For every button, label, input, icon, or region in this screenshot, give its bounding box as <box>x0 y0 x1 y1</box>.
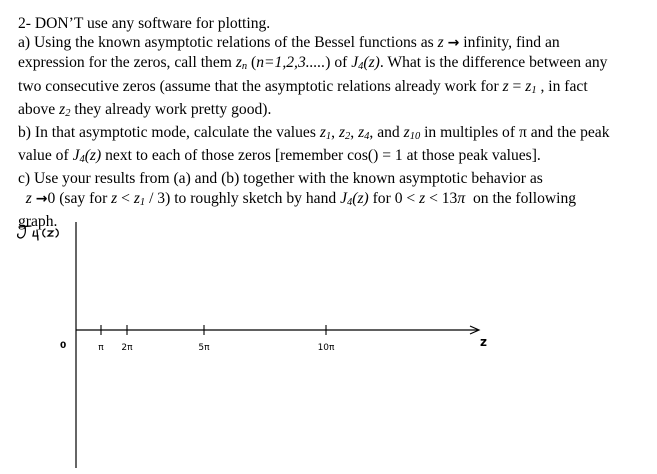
bessel-J: J <box>340 189 347 207</box>
separator: , <box>350 124 359 142</box>
subscript: 10 <box>409 131 421 143</box>
text-segment: infinity, find an <box>459 34 560 52</box>
text-segment: value of <box>18 147 73 165</box>
problem-line-2 <box>18 33 643 53</box>
separator: , <box>331 124 339 142</box>
bessel-J: J <box>351 54 359 72</box>
subscript: 2 <box>65 107 71 119</box>
equals-sign: = <box>508 77 526 95</box>
var-z: z <box>133 189 140 207</box>
problem-line-5 <box>18 100 643 123</box>
arrow-icon: → <box>35 190 48 207</box>
arrow-icon: → <box>447 35 460 52</box>
subscript: 4 <box>364 131 370 143</box>
tick-label: 2π <box>121 343 133 353</box>
tick-label: 5π <box>198 343 210 353</box>
subscript: 4 <box>79 154 85 166</box>
text-segment: b) In that asymptotic mode, calculate the values <box>18 124 320 142</box>
bessel-J: J <box>72 147 80 165</box>
var-z: z <box>25 189 32 207</box>
problem-title: 2- DON’T use any software for plotting. <box>18 15 271 32</box>
var-z: z <box>319 124 326 142</box>
tick-label: 10π <box>317 343 335 353</box>
text-segment: c) Use your results from (a) and (b) together with the known asymptotic behavior as <box>18 170 543 188</box>
problem-statement <box>18 14 643 231</box>
sketch-plot <box>0 200 657 474</box>
var-z: z <box>235 54 242 72</box>
sketch-plot-svg <box>0 200 657 474</box>
var-z: z <box>59 100 66 118</box>
pi-symbol: π <box>457 189 466 207</box>
text-segment: a) Using the known asymptotic relations of the Bessel functions as <box>18 34 438 52</box>
var-z: z <box>111 189 118 207</box>
problem-line-8 <box>18 169 643 188</box>
var-z-paren: (z) <box>84 147 102 165</box>
text-segment: next to each of those zeros [remember cos() = 1 at those peak values]. <box>101 147 541 165</box>
text-segment: for 0 < <box>368 189 420 207</box>
text-segment: 0 (say for <box>47 189 112 207</box>
x-axis-label: z <box>480 335 487 349</box>
text-segment: they already work pretty good). <box>70 100 272 118</box>
subscript: 2 <box>345 131 351 143</box>
subscript: 4 <box>347 196 353 208</box>
text-segment: on the following <box>465 189 577 207</box>
text-segment: , and <box>369 124 404 142</box>
subscript: 4 <box>358 61 364 73</box>
text-segment: < 13 <box>425 189 458 207</box>
problem-line-4 <box>18 77 643 100</box>
text-segment: / 3) to roughly sketch by hand <box>145 189 341 207</box>
subscript: n <box>241 61 248 73</box>
text-segment: ) of <box>325 54 352 72</box>
var-z-paren: (z) <box>352 189 369 207</box>
subscript: 1 <box>139 196 146 208</box>
text-segment: above <box>18 100 60 118</box>
text-segment: expression for the zeros, call them <box>18 54 236 72</box>
origin-label: 0 <box>60 341 67 351</box>
text-segment: in multiples of π and the peak <box>420 124 610 142</box>
var-z: z <box>338 124 346 142</box>
less-than: < <box>117 189 134 207</box>
text-segment: , in fact <box>536 77 588 95</box>
var-z: z <box>437 34 444 52</box>
var-z: z <box>419 189 426 207</box>
var-z: z <box>525 77 532 95</box>
var-z: z <box>403 124 410 142</box>
text-segment: ( <box>247 54 257 72</box>
tick-marks <box>98 325 335 353</box>
problem-line-6 <box>18 123 643 146</box>
y-axis-label-text: J₄(z) <box>18 227 43 241</box>
text-segment: two consecutive zeros (assume that the asymptotic relations already work for <box>18 77 503 95</box>
subscript: 1 <box>325 131 332 143</box>
var-z-paren: (z) <box>363 54 380 72</box>
text-segment: . What is the difference between any <box>379 54 608 72</box>
text-segment: graph. <box>18 212 58 230</box>
subscript: 1 <box>531 84 537 96</box>
var-z: z <box>358 124 365 142</box>
tick-label: π <box>98 343 104 353</box>
var-z: z <box>502 77 509 95</box>
problem-line-7 <box>18 146 643 169</box>
problem-line-3 <box>18 53 643 76</box>
problem-line-1 <box>18 14 643 33</box>
index-sequence: n=1,2,3..... <box>256 54 326 72</box>
